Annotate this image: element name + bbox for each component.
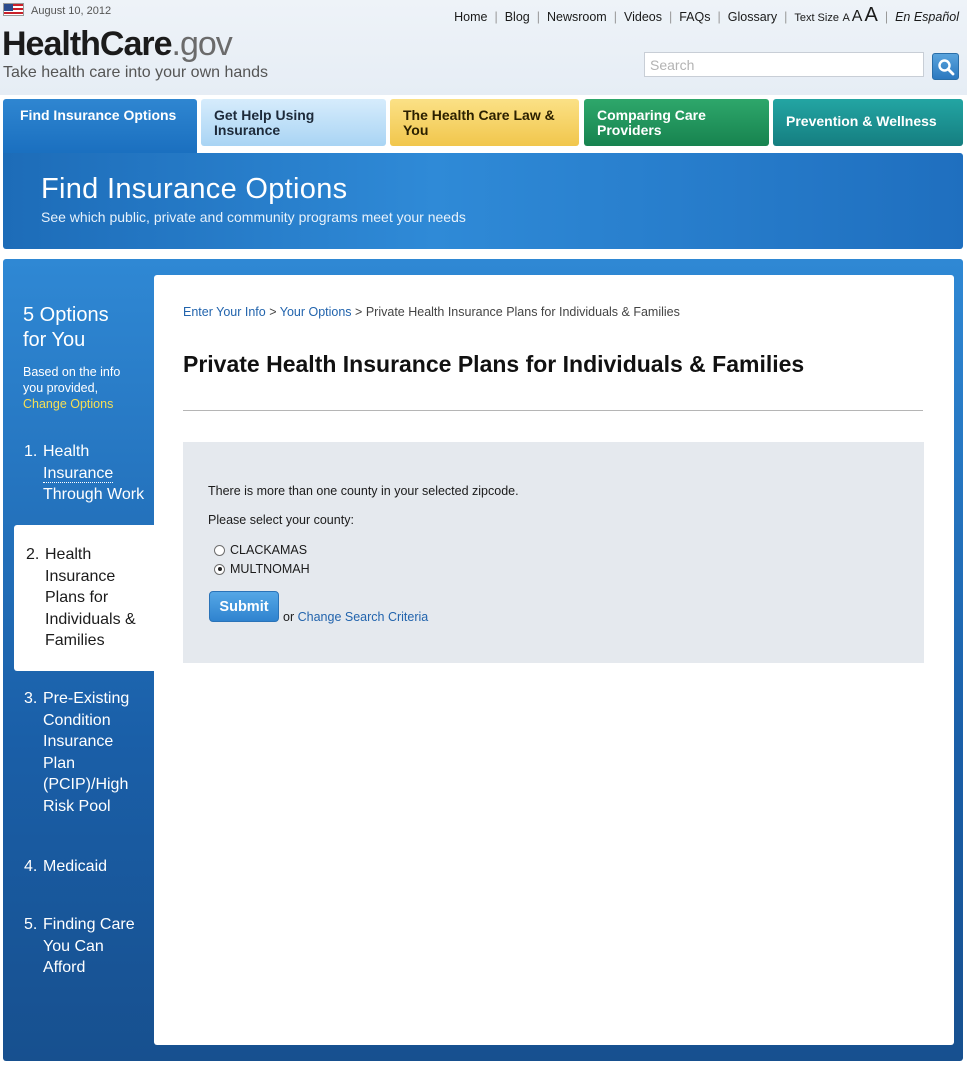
breadcrumb-enter-info[interactable]: Enter Your Info	[183, 305, 266, 319]
util-link-glossary[interactable]: Glossary	[727, 10, 778, 24]
option-label: Medicaid	[43, 858, 108, 875]
espanol-link[interactable]: En Español	[895, 10, 959, 24]
sidebar-option-4[interactable]	[24, 856, 149, 878]
util-link-blog[interactable]: Blog	[504, 10, 530, 24]
select-county-prompt: Please select your county:	[208, 513, 354, 527]
current-date: August 10, 2012	[31, 5, 112, 17]
util-link-home[interactable]: Home	[454, 10, 488, 24]
sidebar-option-3[interactable]	[24, 688, 149, 817]
option-number: 1.	[24, 443, 38, 460]
page-title: Private Health Insurance Plans for Individuals & Families	[183, 351, 805, 377]
tab-comparing-care-providers[interactable]: Comparing Care Providers	[584, 99, 769, 146]
us-flag-icon	[3, 3, 24, 16]
search-button[interactable]	[932, 53, 959, 80]
sidebar-option-1[interactable]	[24, 441, 154, 506]
separator: |	[668, 10, 673, 24]
separator: |	[884, 10, 889, 24]
county-label: MULTNOMAH	[230, 562, 310, 576]
option-label	[24, 441, 154, 506]
breadcrumb-current: Private Health Insurance Plans for Individuals & Families	[365, 305, 680, 319]
option-number: 2.	[26, 546, 40, 563]
text-size-large-button[interactable]: A	[864, 4, 878, 26]
divider	[183, 410, 923, 411]
sidebar-option-5[interactable]	[24, 914, 149, 979]
sidebar-title: 5 Options for You	[23, 304, 109, 351]
county-label: CLACKAMAS	[230, 543, 308, 557]
breadcrumb-separator: >	[355, 305, 363, 319]
county-radio-multnomah[interactable]	[214, 564, 225, 575]
util-link-newsroom[interactable]: Newsroom	[546, 10, 607, 24]
county-option-clackamas[interactable]	[214, 543, 307, 557]
submit-button[interactable]: Submit	[209, 591, 279, 622]
tab-find-insurance-options[interactable]: Find Insurance Options	[3, 99, 197, 154]
county-radio-clackamas[interactable]	[214, 545, 225, 556]
option-number: 4.	[24, 858, 38, 875]
healthcare-gov-logo[interactable]	[2, 24, 232, 64]
separator: |	[613, 10, 617, 24]
logo-light: .gov	[171, 25, 232, 63]
or-text: or	[283, 610, 295, 624]
text-size-small-button[interactable]: A	[842, 12, 850, 24]
site-header	[0, 0, 967, 95]
text-size-label: Text Size	[794, 12, 839, 24]
change-search-criteria-link[interactable]: Change Search Criteria	[297, 610, 429, 624]
util-link-videos[interactable]: Videos	[623, 10, 662, 24]
change-criteria-line	[283, 610, 428, 624]
separator: |	[717, 10, 721, 24]
banner-subtitle: See which public, private and community programs meet your needs	[41, 209, 466, 225]
breadcrumb-your-options[interactable]: Your Options	[279, 305, 352, 319]
tab-get-help-using-insurance[interactable]: Get Help Using Insurance	[201, 99, 386, 146]
sidebar-note-text: Based on the info you provided,	[23, 365, 121, 395]
breadcrumb-separator: >	[269, 305, 277, 319]
glossary-term-insurance[interactable]: Insurance	[43, 464, 114, 482]
search-input[interactable]	[644, 52, 924, 77]
banner-title: Find Insurance Options	[41, 173, 348, 205]
search-icon	[937, 58, 955, 76]
multiple-county-message: There is more than one county in your selected zipcode.	[208, 484, 519, 498]
text-size-medium-button[interactable]: A	[851, 8, 863, 25]
separator: |	[494, 10, 498, 24]
separator: |	[784, 10, 788, 24]
util-link-faqs[interactable]: FAQs	[679, 10, 711, 24]
tab-health-care-law[interactable]: The Health Care Law & You	[390, 99, 579, 146]
option-label: Finding Care You Can Afford	[43, 916, 135, 976]
utility-nav	[454, 4, 959, 27]
option-label-part: Through Work	[43, 486, 145, 503]
logo-bold: HealthCare	[2, 25, 172, 63]
option-label: Pre-Existing Condition Insurance Plan (PCIP)/High Risk Pool	[43, 690, 130, 815]
breadcrumb	[183, 305, 680, 319]
page-banner	[3, 153, 963, 249]
option-number: 5.	[24, 916, 38, 933]
change-options-link[interactable]: Change Options	[23, 397, 114, 411]
option-number: 3.	[24, 690, 38, 707]
option-label: Health Insurance Plans for Individuals & Families	[45, 546, 136, 649]
sidebar-note	[23, 364, 138, 412]
tagline: Take health care into your own hands	[3, 64, 269, 81]
sidebar-option-2-active[interactable]	[26, 544, 151, 652]
county-option-multnomah[interactable]	[214, 562, 310, 576]
tab-prevention-wellness[interactable]: Prevention & Wellness	[773, 99, 963, 146]
option-label-part: Health	[43, 443, 90, 460]
separator: |	[536, 10, 540, 24]
